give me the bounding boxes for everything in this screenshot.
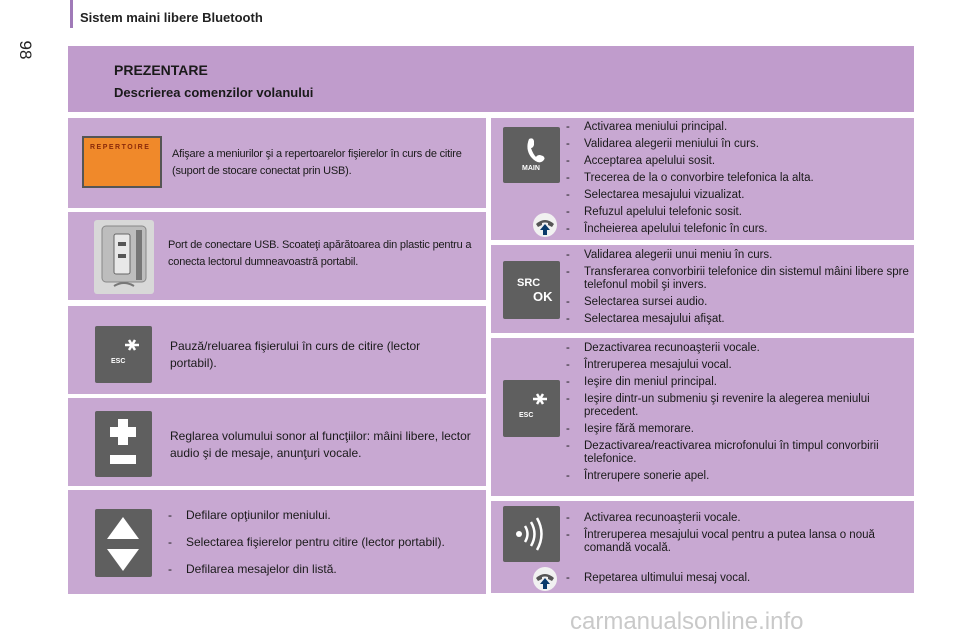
voice-repeat-list [562, 572, 912, 589]
minus-icon [110, 455, 136, 464]
list-item: - Întreruperea mesajului vocal. [562, 359, 912, 372]
esc-actions-list [562, 342, 912, 487]
src-label: SRC [517, 277, 541, 289]
watermark: carmanualsonline.info [570, 608, 804, 635]
list-item: - Întrerupere sonerie apel. [562, 470, 912, 483]
list-item: - Defilare opţiunilor meniului. [164, 508, 464, 523]
scroll-list [164, 508, 464, 581]
list-item: - Dezactivarea recunoaşterii vocale. [562, 342, 912, 355]
press-hold-icon [532, 566, 558, 592]
usb-description: Port de conectare USB. Scoateţi apărătoarea din plastic pentru a conecta lectorul dumneavoastră portabil. [168, 239, 472, 268]
list-item: - Selectarea mesajului vizualizat. [562, 189, 912, 202]
page-subtitle: Descrierea comenzilor volanului [114, 85, 314, 100]
esc-label: ESC [111, 358, 126, 365]
list-item: - Selectarea mesajului afişat. [562, 313, 912, 326]
list-item: - Activarea recunoaşterii vocale. [562, 512, 912, 525]
esc-button-icon-right [503, 380, 560, 437]
list-item: - Repetarea ultimului mesaj vocal. [562, 572, 912, 585]
repertoire-label: REPERTOIRE [90, 144, 151, 151]
list-item: - Acceptarea apelului sosit. [562, 155, 912, 168]
main-label: MAIN [522, 165, 540, 172]
section-title: Sistem maini libere Bluetooth [80, 10, 263, 25]
list-item: - Dezactivarea/reactivarea microfonului în timpul convorbirii telefonice. [562, 440, 912, 466]
hang-up-icon [532, 212, 558, 238]
src-actions-list [562, 249, 912, 330]
list-item: - Activarea meniului principal. [562, 121, 912, 134]
src-ok-button-icon [503, 261, 560, 319]
voice-button-icon [503, 506, 560, 562]
arrow-down-icon [107, 549, 139, 571]
list-item: - Ieşire din meniul principal. [562, 376, 912, 389]
usb-port-icon [94, 220, 154, 294]
list-item: - Întreruperea mesajului vocal pentru a putea lansa o nouă comandă vocală. [562, 529, 912, 555]
esc-button-icon [95, 326, 152, 383]
header-band [68, 46, 914, 112]
microphone-off-icon [503, 380, 560, 437]
page-number: 98 [16, 40, 35, 60]
ok-label: OK [533, 289, 553, 304]
arrow-up-icon [107, 517, 139, 539]
list-item: - Selectarea fişierelor pentru citire (lector portabil). [164, 534, 464, 551]
list-item: - Încheierea apelului telefonic în curs. [562, 223, 912, 236]
voice-actions-list [562, 512, 912, 559]
repertoire-description: Afişare a meniurilor şi a repertoarelor fişierelor în curs de citire (suport de stocare conectat prin USB). [172, 148, 462, 177]
main-actions-list [562, 121, 912, 240]
phone-icon [503, 127, 560, 183]
list-item: - Trecerea de la o convorbire telefonica la alta. [562, 172, 912, 185]
esc-label-right: ESC [519, 412, 534, 419]
list-item: - Defilarea mesajelor din listă. [164, 562, 464, 577]
section-accent-line [70, 0, 73, 28]
repertoire-button-icon [82, 136, 162, 188]
microphone-off-icon [95, 326, 152, 383]
list-item: - Selectarea sursei audio. [562, 296, 912, 309]
esc-pause-description: Pauză/reluarea fişierului în curs de citire (lector portabil). [170, 339, 421, 370]
voice-wave-icon [503, 506, 560, 562]
list-item: - Ieşire dintr-un submeniu şi revenire la alegerea meniului precedent. [562, 393, 912, 419]
list-item: - Validarea alegerii unui meniu în curs. [562, 249, 912, 262]
volume-description: Reglarea volumului sonor al funcţiilor: mâini libere, lector audio şi de mesaje, anunţuri vocale. [170, 429, 471, 460]
volume-buttons-icon [95, 411, 152, 477]
page-title: PREZENTARE [114, 62, 208, 78]
list-item: - Ieşire fără memorare. [562, 423, 912, 436]
list-item: - Validarea alegerii meniului în curs. [562, 138, 912, 151]
scroll-buttons-icon [95, 509, 152, 577]
list-item: - Refuzul apelului telefonic sosit. [562, 206, 912, 219]
list-item: - Transferarea convorbirii telefonice din sistemul mâini libere spre telefonul mobil şi invers. [562, 266, 912, 292]
main-button-icon [503, 127, 560, 183]
